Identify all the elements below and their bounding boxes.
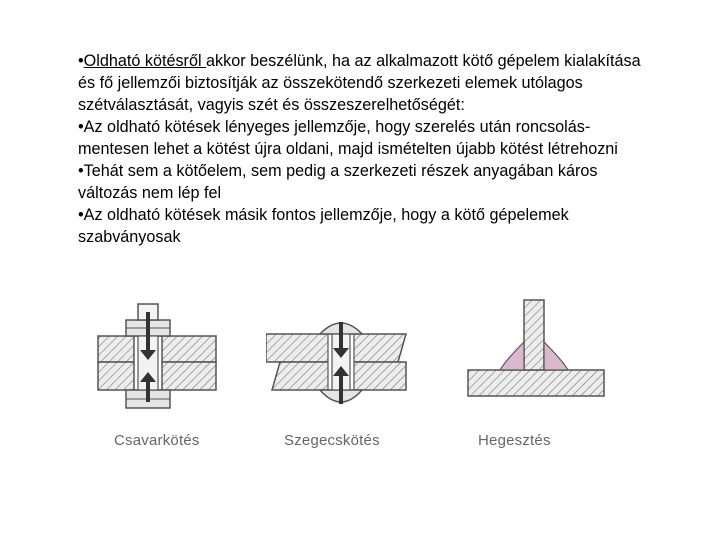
- caption-weld: Hegesztés: [478, 432, 551, 449]
- paragraph-4: [78, 204, 718, 248]
- weld-joint-icon: [466, 298, 606, 408]
- line: és fő jellemzői biztosítják az összekötendő szerkezeti elemek utólagos: [78, 74, 583, 92]
- caption-bolt: Csavarkötés: [114, 432, 200, 449]
- line: Tehát sem a kötőelem, sem pedig a szerkezeti részek anyagában káros: [83, 162, 598, 180]
- term-underlined: Oldható kötésről: [83, 52, 207, 70]
- line: szétválasztását, vagyis szét és összeszerelhetőségét:: [78, 96, 465, 114]
- bolt-joint-icon: [96, 298, 226, 418]
- bullet: •: [78, 52, 84, 70]
- paragraph-2: [78, 116, 718, 160]
- rivet-joint-icon: [266, 310, 416, 420]
- line: szabványosak: [78, 228, 181, 246]
- paragraph-3: [78, 160, 718, 204]
- bullet: •: [78, 162, 84, 180]
- line: Az oldható kötések lényeges jellemzője, hogy szerelés után roncsolás-: [83, 118, 591, 136]
- paragraph-1: [78, 50, 718, 116]
- line: mentesen lehet a kötést újra oldani, majd ismételten újabb kötést létrehozni: [78, 140, 618, 158]
- line: akkor beszélünk, ha az alkalmazott kötő gépelem kialakítása: [206, 52, 641, 70]
- line: változás nem lép fel: [78, 184, 222, 202]
- line: Az oldható kötések másik fontos jellemzője, hogy a kötő gépelemek: [83, 206, 569, 224]
- bullet: •: [78, 118, 84, 136]
- bullet: •: [78, 206, 84, 224]
- caption-rivet: Szegecskötés: [284, 432, 380, 449]
- text-block: [78, 50, 718, 248]
